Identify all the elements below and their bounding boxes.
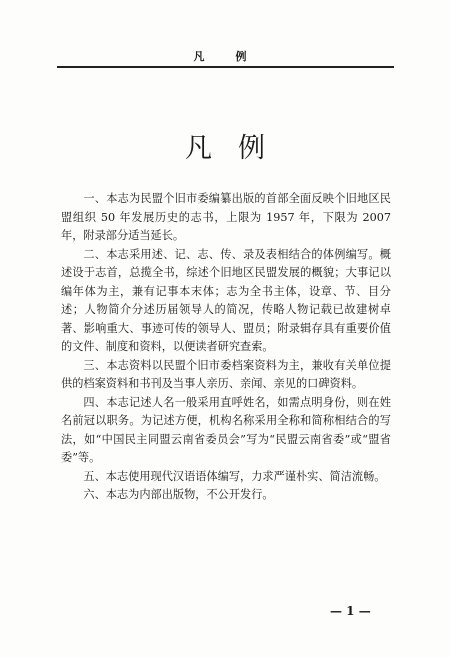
page-number: — 1 — bbox=[330, 604, 371, 618]
header-rule bbox=[57, 66, 394, 68]
paragraph-3: 三、本志资料以民盟个旧市委档案资料为主，兼收有关单位提供的档案资料和书刊及当事人亲历、亲闻、亲见的口碑资料。 bbox=[61, 358, 391, 390]
page-title: 凡例 bbox=[185, 133, 291, 164]
paragraph-6: 六、本志为内部出版物，不公开发行。 bbox=[83, 488, 274, 501]
paragraph-1: 一、本志为民盟个旧市委编纂出版的首部全面反映个旧地区民盟组织 50 年发展历史的志书，上限为 1957 年，下限为 2007 年，附录部分适当延长。 bbox=[61, 192, 391, 242]
paragraph-5: 五、本志使用现代汉语语体编写，力求严谨朴实、简洁流畅。 bbox=[83, 469, 386, 483]
running-header: 凡 例 bbox=[193, 50, 257, 63]
paragraph-4: 四、本志记述人名一般采用直呼姓名，如需点明身份，则在姓名前冠以职务。为记述方便，机构名称采用全称和简称相结合的写法，如“中国民主同盟云南省委员会”写为“民盟云南省委”或“盟省委”等。 bbox=[61, 395, 391, 464]
paragraph-2: 二、本志采用述、记、志、传、录及表相结合的体例编写。概述设于志首，总揽全书，综述个旧地区民盟发展的概貌；大事记以编年体为主，兼有记事本末体；志为全书主体，设章、节、目分述；人物简介分述历届领导人的简况，传略人物记载已故建树卓著、影响重大、事迹可传的领导人、盟员；附录辑存具有重要价值的文件、制度和资料，以便读者研究查索。 bbox=[61, 247, 391, 353]
body-text bbox=[61, 190, 391, 505]
